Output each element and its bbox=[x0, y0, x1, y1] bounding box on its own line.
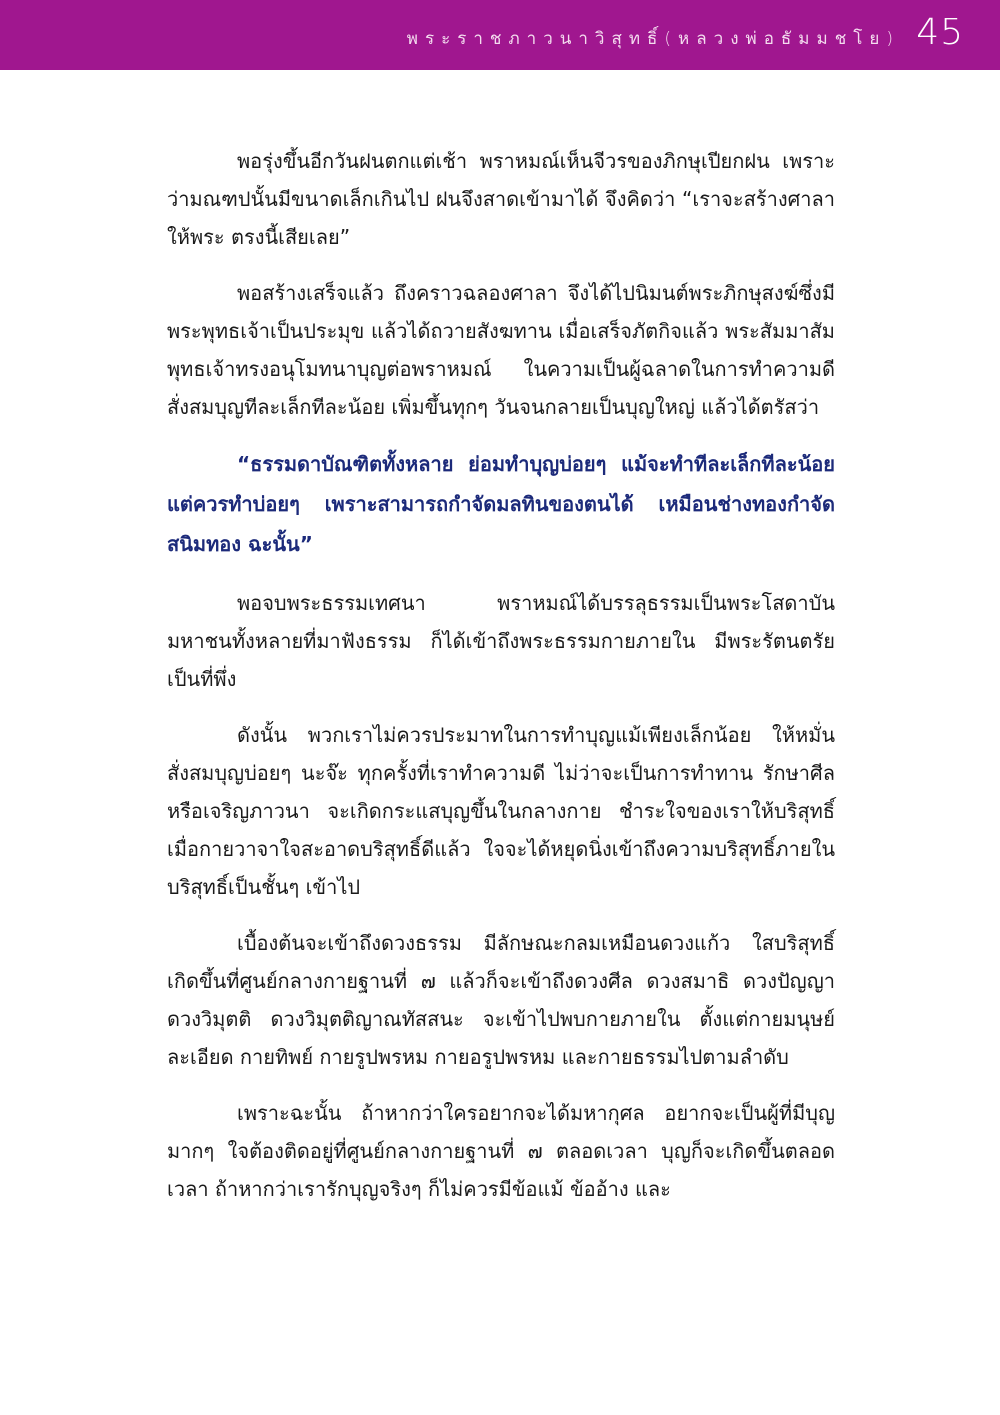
paragraph: พอรุ่งขึ้นอีกวันฝนตกแต่เช้า พราหมณ์เห็นจีวรของภิกษุเปียกฝน เพราะว่ามณฑปนั้นมีขนาดเล็กเกินไป ฝนจึงสาดเข้ามาได้ จึงคิดว่า “เราจะสร้างศาลาให้พระ ตรงนี้เสียเลย” bbox=[167, 149, 835, 249]
quoted-teaching: “ธรรมดาบัณฑิตทั้งหลาย ย่อมทำบุญบ่อยๆ แม้จะทำทีละเล็กทีละน้อย แต่ควรทำบ่อยๆ เพราะสามารถกำจัดมลทินของตนได้ เหมือนช่างทองกำจัดสนิมทอง ฉะนั้น” bbox=[167, 452, 835, 556]
paragraph: เบื้องต้นจะเข้าถึงดวงธรรม มีลักษณะกลมเหมือนดวงแก้ว ใสบริสุทธิ์ เกิดขึ้นที่ศูนย์กลางกายฐานที่ ๗ แล้วก็จะเข้าถึงดวงศีล ดวงสมาธิ ดวงปัญญา ดวงวิมุตติ ดวงวิมุตติญาณทัสสนะ จะเข้าไปพบกายภายใน ตั้งแต่กายมนุษย์ละเอียด กายทิพย์ กายรูปพรหม กายอรูปพรหม และกายธรรมไปตามลำดับ bbox=[167, 931, 835, 1069]
header-bar bbox=[0, 0, 1000, 70]
paragraph: พอจบพระธรรมเทศนา พราหมณ์ได้บรรลุธรรมเป็นพระโสดาบัน มหาชนทั้งหลายที่มาฟังธรรม ก็ได้เข้าถึงพระธรรมกายภายใน มีพระรัตนตรัยเป็นที่พึ่ง bbox=[167, 591, 835, 691]
paragraph: เพราะฉะนั้น ถ้าหากว่าใครอยากจะได้มหากุศล อยากจะเป็นผู้ที่มีบุญมากๆ ใจต้องติดอยู่ที่ศูนย์กลางกายฐานที่ ๗ ตลอดเวลา บุญก็จะเกิดขึ้นตลอดเวลา ถ้าหากว่าเรารักบุญจริงๆ ก็ไม่ควรมีข้อแม้ ข้ออ้าง และ bbox=[167, 1101, 835, 1201]
page-body bbox=[167, 142, 835, 1226]
running-title: พระราชภาวนาวิสุทธิ์(หลวงพ่อธัมมชโย) bbox=[406, 29, 900, 49]
paragraph: ดังนั้น พวกเราไม่ควรประมาทในการทำบุญแม้เพียงเล็กน้อย ให้หมั่นสั่งสมบุญบ่อยๆ นะจ๊ะ ทุกครั้งที่เราทำความดี ไม่ว่าจะเป็นการทำทาน รักษาศีล หรือเจริญภาวนา จะเกิดกระแสบุญขึ้นในกลางกาย ชำระใจของเราให้บริสุทธิ์ เมื่อกายวาจาใจสะอาดบริสุทธิ์ดีแล้ว ใจจะได้หยุดนิ่งเข้าถึงความบริสุทธิ์ภายใน บริสุทธิ์เป็นชั้นๆ เข้าไป bbox=[167, 723, 835, 899]
page-number: 45 bbox=[916, 12, 964, 53]
paragraph: พอสร้างเสร็จแล้ว ถึงคราวฉลองศาลา จึงได้ไปนิมนต์พระภิกษุสงฆ์ซึ่งมีพระพุทธเจ้าเป็นประมุข แล้วได้ถวายสังฆทาน เมื่อเสร็จภัตกิจแล้ว พระสัมมาสัมพุทธเจ้าทรงอนุโมทนาบุญต่อพราหมณ์ ในความเป็นผู้ฉลาดในการทำความดี สั่งสมบุญทีละเล็กทีละน้อย เพิ่มขึ้นทุกๆ วันจนกลายเป็นบุญใหญ่ แล้วได้ตรัสว่า bbox=[167, 281, 835, 419]
